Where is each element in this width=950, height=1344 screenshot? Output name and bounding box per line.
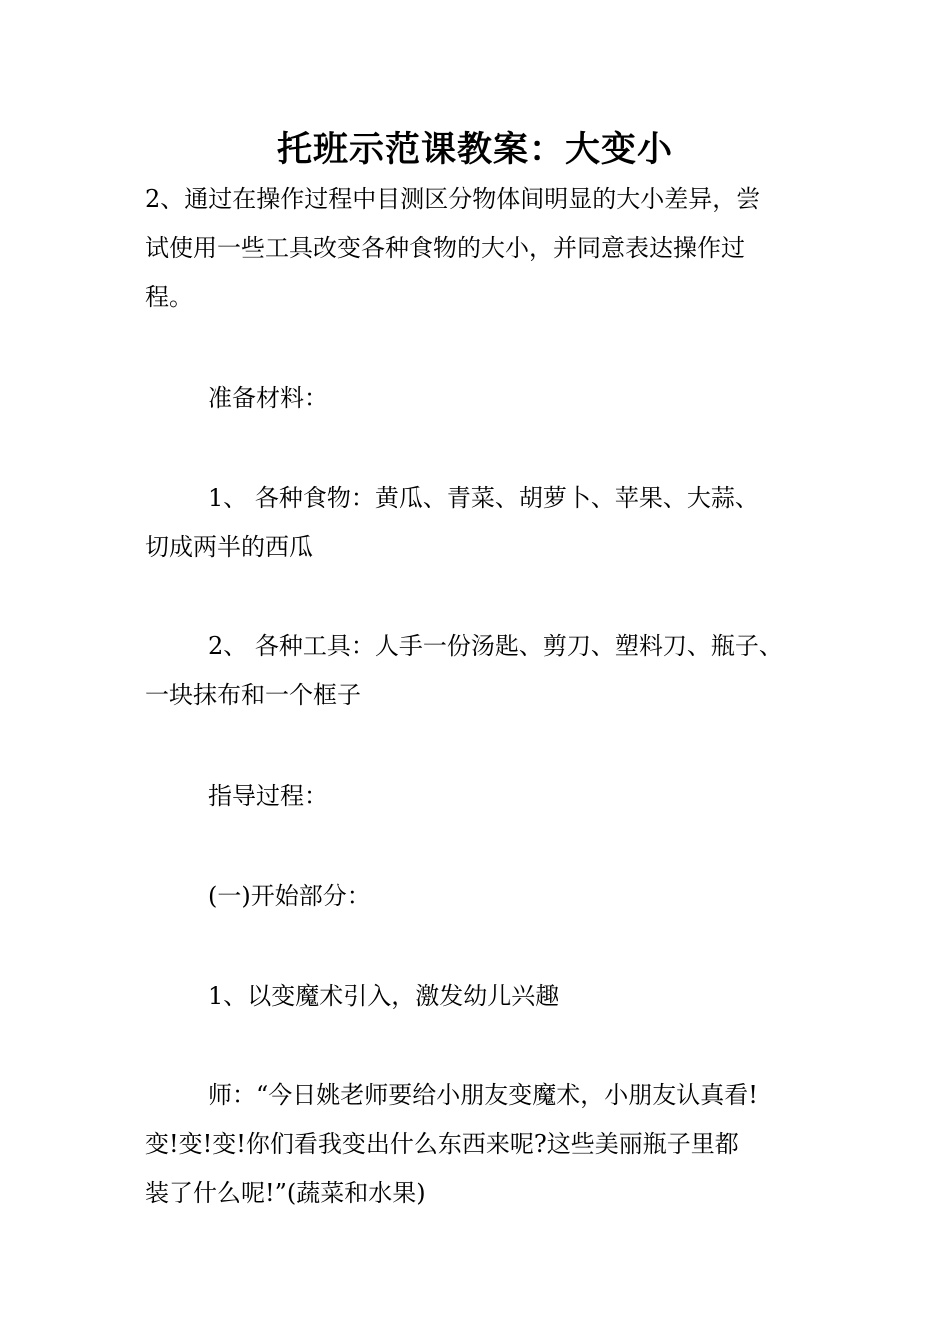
text-line: 装了什么呢!”(蔬菜和水果) bbox=[145, 1179, 426, 1207]
paragraph-step-1 bbox=[145, 972, 825, 1021]
paragraph-process-heading bbox=[145, 772, 825, 821]
text-line: 一块抹布和一个框子 bbox=[145, 681, 361, 709]
document-title: 托班示范课教案：大变小 bbox=[276, 130, 673, 170]
paragraph-materials-heading bbox=[145, 374, 825, 423]
text-line: 2、通过在操作过程中目测区分物体间明显的大小差异，尝 bbox=[145, 185, 761, 213]
text-line: 1、 各种食物：黄瓜、青菜、胡萝卜、苹果、大蒜、 bbox=[208, 484, 759, 512]
text-line: 切成两半的西瓜 bbox=[145, 533, 313, 561]
text-line: 师：“今日姚老师要给小朋友变魔术，小朋友认真看! bbox=[208, 1081, 758, 1109]
paragraph-section-1-heading bbox=[145, 872, 825, 921]
text-line: 变!变!变!你们看我变出什么东西来呢?这些美丽瓶子里都 bbox=[145, 1130, 739, 1158]
paragraph-material-1 bbox=[145, 474, 825, 572]
text-line: 程。 bbox=[145, 283, 193, 311]
text-line: 1、以变魔术引入，激发幼儿兴趣 bbox=[208, 982, 560, 1010]
text-line: 2、 各种工具：人手一份汤匙、剪刀、塑料刀、瓶子、 bbox=[208, 632, 783, 660]
section-heading: 指导过程： bbox=[208, 782, 328, 810]
section-heading: (一)开始部分： bbox=[208, 882, 371, 910]
paragraph-teacher-line bbox=[145, 1071, 825, 1218]
paragraph-material-2 bbox=[145, 622, 825, 720]
section-heading: 准备材料： bbox=[208, 384, 328, 412]
text-line: 试使用一些工具改变各种食物的大小，并同意表达操作过 bbox=[145, 234, 745, 262]
paragraph-goal-2 bbox=[145, 175, 825, 322]
